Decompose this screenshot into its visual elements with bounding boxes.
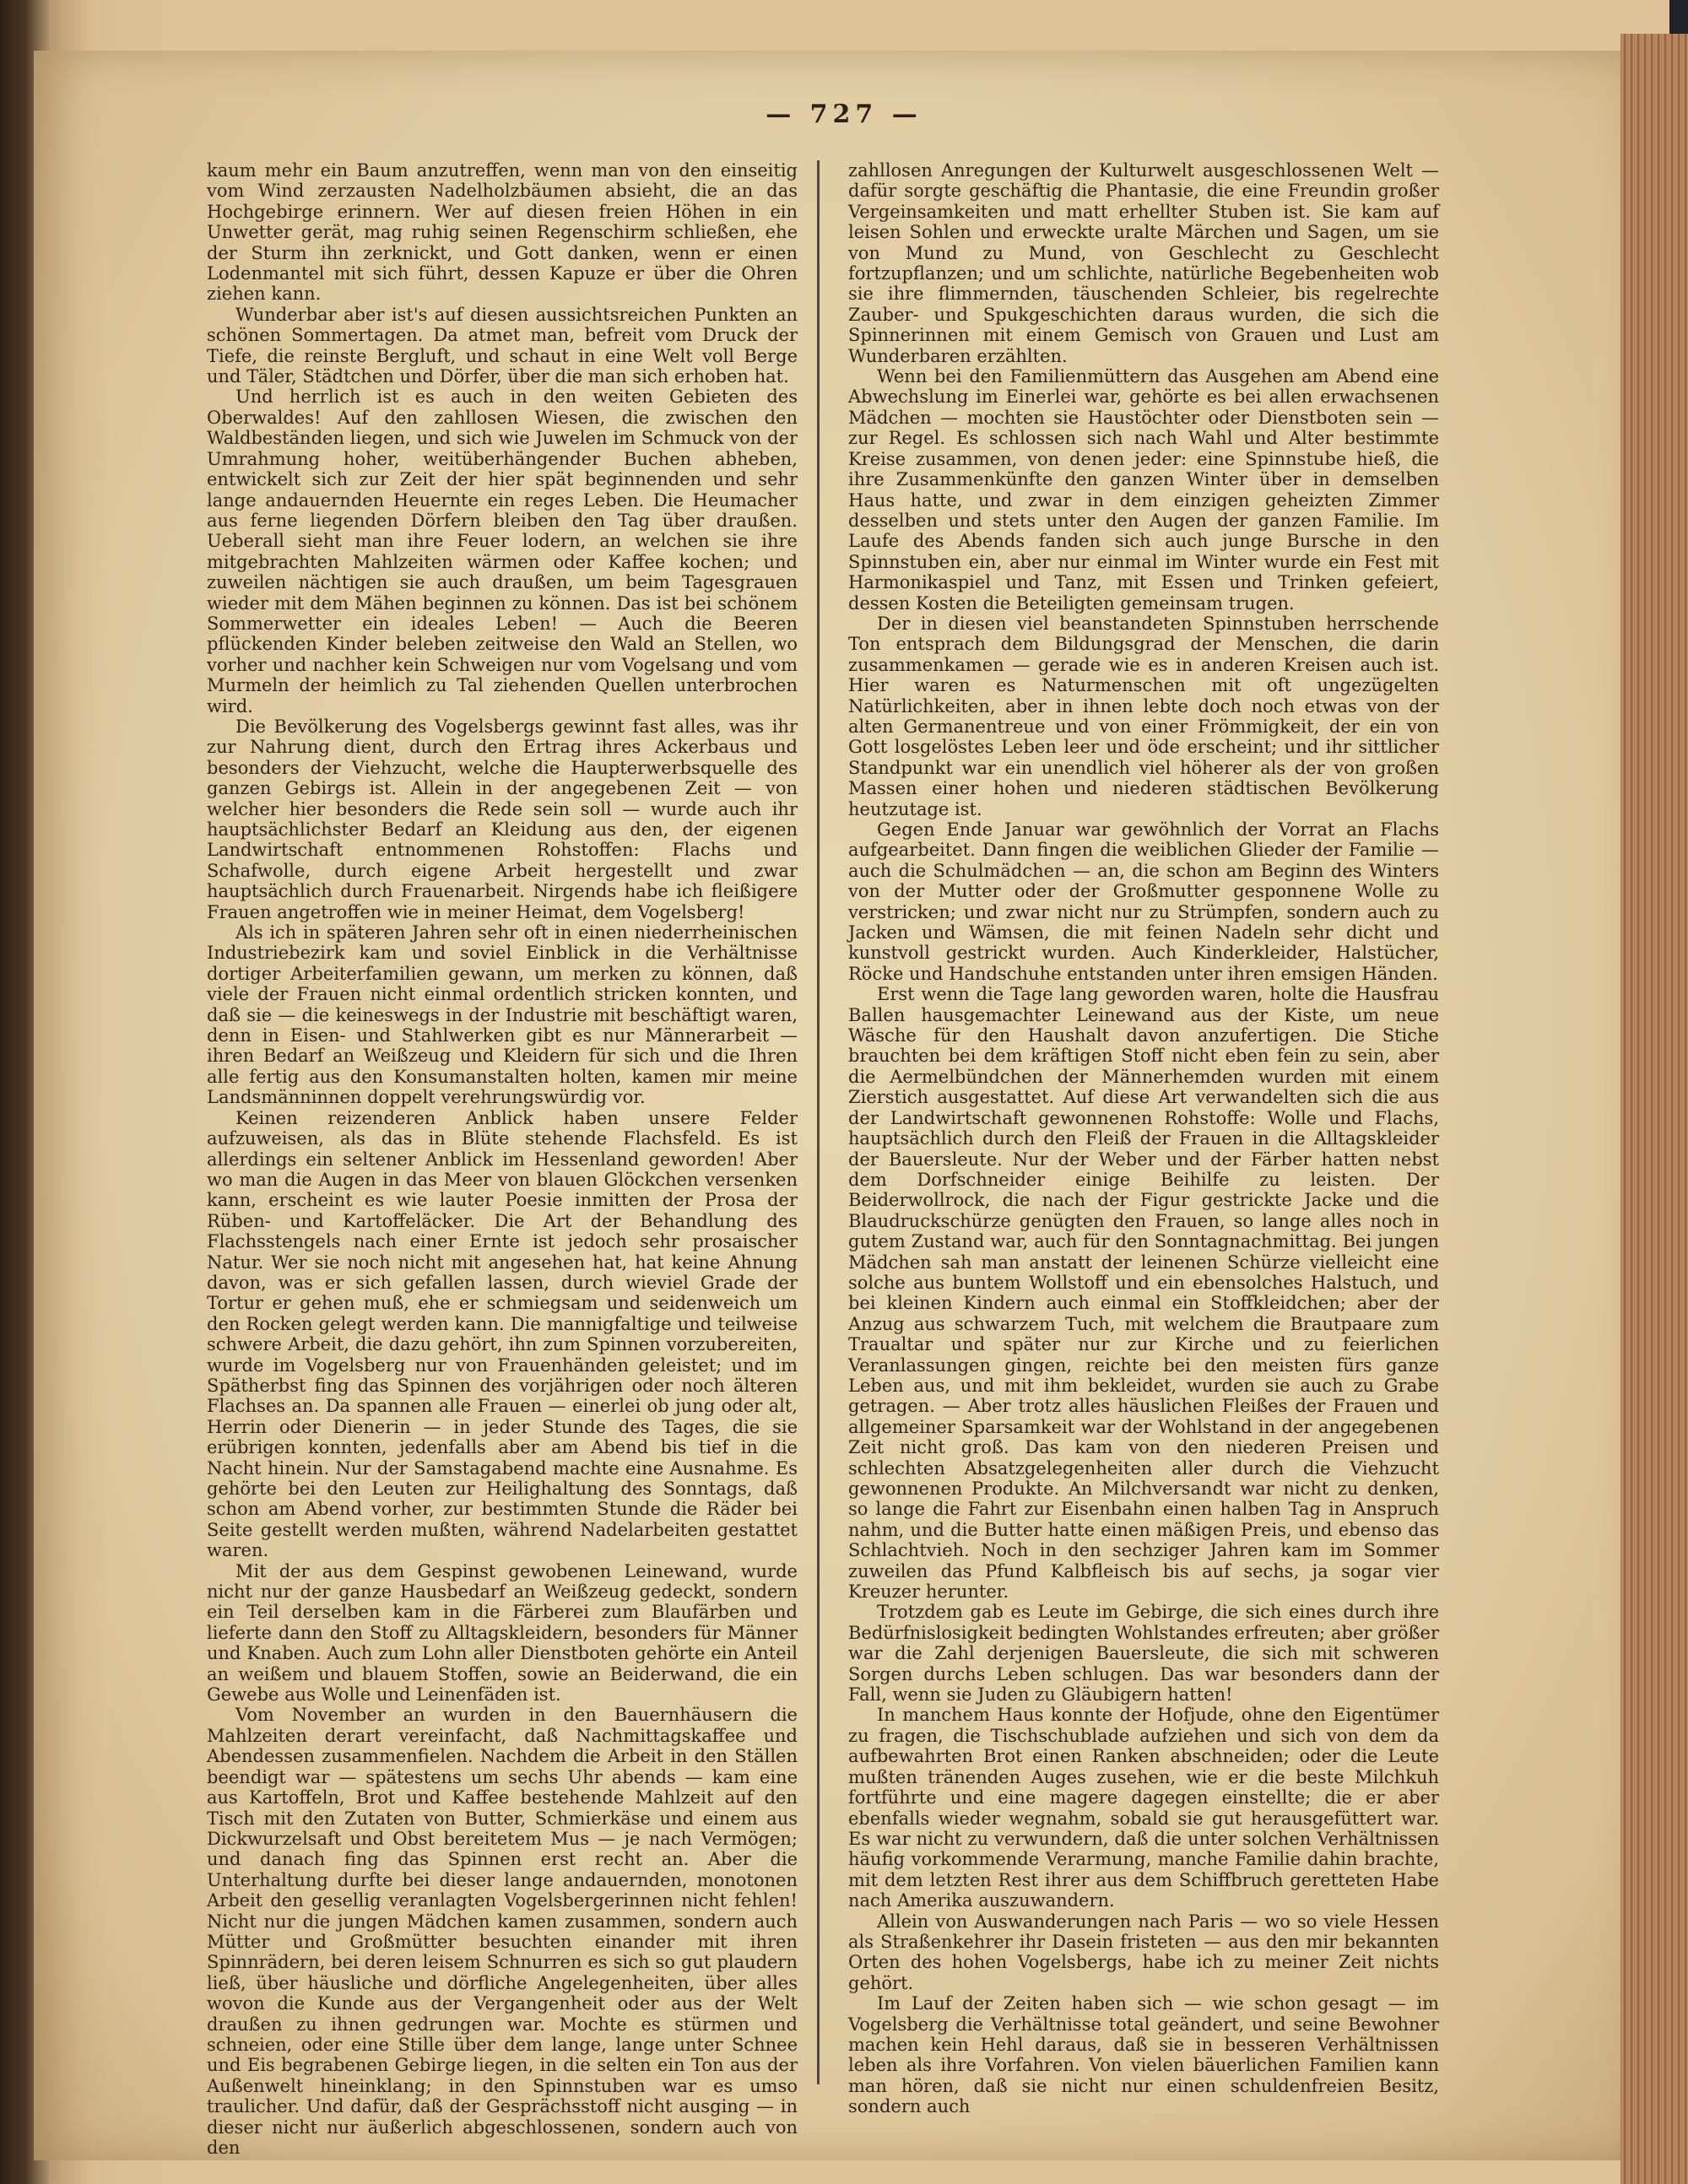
left-column <box>207 160 798 2158</box>
paragraph: Trotzdem gab es Leute im Gebirge, die sich eines durch ihre Bedürfnislosigkeit bedingten Wohlstandes erfreuten; aber größer war die Zahl derjenigen Bauersleute, die sich mit schweren Sorgen durchs Leben schlugen. Das war besonders dann der Fall, wenn sie Juden zu Gläubigern hatten! <box>848 1602 1439 1706</box>
paragraph: Keinen reizenderen Anblick haben unsere Felder aufzuweisen, als das in Blüte stehende Flachsfeld. Es ist allerdings ein seltener Anblick im Hessenland geworden! Aber wo man die Augen in das Meer von blauen Glöckchen versenken kann, erscheint es wie lauter Poesie inmitten der Prosa der Rüben- und Kartoffeläcker. Die Art der Behandlung des Flachsstengels nach einer Ernte ist jedoch sehr prosaischer Natur. Wer sie noch nicht mit angesehen hat, hat keine Ahnung davon, was er sich gefallen lassen, durch wieviel Grade der Tortur er gehen muß, ehe er schmiegsam und seidenweich um den Rocken gelegt werden kann. Die mannigfaltige und teilweise schwere Arbeit, die dazu gehört, ihn zum Spinnen vorzubereiten, wurde im Vogelsberg nur von Frauenhänden geleistet; und im Spätherbst fing das Spinnen des vorjährigen oder noch älteren Flachses an. Da spannen alle Frauen — einerlei ob jung oder alt, Herrin oder Dienerin — in jeder Stunde des Tages, die sie erübrigen konnten, jedenfalls aber am Abend bis tief in die Nacht hinein. Nur der Samstagabend machte eine Ausnahme. Es gehörte bei den Leuten zur Heilighaltung des Sonntags, daß schon am Abend vorher, zur bestimmten Stunde die Räder bei Seite gestellt werden mußten, während Nadelarbeiten gestattet waren. <box>207 1107 798 1561</box>
paragraph: In manchem Haus konnte der Hofjude, ohne den Eigentümer zu fragen, die Tischschublade aufziehen und sich von dem da aufbewahrten Brot einen Ranken abschneiden; oder die Leute mußten tränenden Auges zusehen, wie er die beste Milchkuh fortführte und eine magere dagegen einstellte; die er aber ebenfalls wieder wegnahm, sobald sie gut herausgefüttert war. Es war nicht zu verwundern, daß die unter solchen Verhältnissen häufig vorkommende Verarmung, manche Familie dahin brachte, mit dem letzten Rest ihrer aus dem Schiffbruch geretteten Habe nach Amerika auszuwandern. <box>848 1705 1439 1911</box>
paragraph: Wunderbar aber ist's auf diesen aussichtsreichen Punkten an schönen Sommertagen. Da atmet man, befreit vom Druck der Tiefe, die reinste Bergluft, und schaut in eine Welt voll Berge und Täler, Städtchen und Dörfer, über die man sich erhoben hat. <box>207 304 798 387</box>
paragraph: Vom November an wurden in den Bauernhäusern die Mahlzeiten derart vereinfacht, daß Nachmittagskaffee und Abendessen zusammenfielen. Nachdem die Arbeit in den Ställen beendigt war — spätestens um sechs Uhr abends — kam eine aus Kartoffeln, Brot und Kaffee bestehende Mahlzeit auf den Tisch mit den Zutaten von Butter, Schmierkäse und einem aus Dickwurzelsaft und Obst bereitetem Mus — je nach Vermögen; und danach fing das Spinnen erst recht an. Aber die Unterhaltung durfte bei dieser lange andauernden, monotonen Arbeit den gesellig veranlagten Vogelsbergerinnen nicht fehlen! Nicht nur die jungen Mädchen kamen zusammen, sondern auch Mütter und Großmütter besuchten einander mit ihren Spinnrädern, bei deren leisem Schnurren es sich so gut plaudern ließ, über häusliche und dörfliche Angelegenheiten, über alles wovon die Kunde aus der Vergangenheit oder aus der Welt draußen zu ihnen gedrungen war. Mochte es stürmen und schneien, oder eine Stille über dem lange, lange unter Schnee und Eis begrabenen Gebirge liegen, in die selten ein Ton aus der Außenwelt hineinklang; in den Spinnstuben war es umso traulicher. Und dafür, daß der Gesprächsstoff nicht ausging — in dieser nicht nur äußerlich abgeschlossenen, sondern auch von den <box>207 1705 798 2158</box>
paragraph: Gegen Ende Januar war gewöhnlich der Vorrat an Flachs aufgearbeitet. Dann fingen die weiblichen Glieder der Familie — auch die Schulmädchen — an, die schon am Beginn des Winters von der Mutter oder der Großmutter gesponnene Wolle zu verstricken; und zwar nicht nur zu Strümpfen, sondern auch zu Jacken und Wämsen, die mit feinen Nadeln sehr dicht und kunstvoll gestrickt wurden. Auch Kinderkleider, Halstücher, Röcke und Handschuhe entstanden unter ihren emsigen Händen. <box>848 819 1439 984</box>
column-divider <box>817 160 820 2084</box>
paragraph: Als ich in späteren Jahren sehr oft in einen niederrheinischen Industriebezirk kam und soviel Einblick in die Verhältnisse dortiger Arbeiterfamilien gewann, um merken zu können, daß viele der Frauen nicht einmal ordentlich stricken konnten, und daß sie — die keineswegs in der Industrie mit beschäftigt waren, denn in Eisen- und Stahlwerken gibt es nur Männerarbeit — ihren Bedarf an Weißzeug und Kleidern für sich und die Ihren alle fertig aus den Konsumanstalten holten, kamen mir meine Landsmänninnen doppelt verehrungswürdig vor. <box>207 922 798 1108</box>
paragraph: Und herrlich ist es auch in den weiten Gebieten des Oberwaldes! Auf den zahllosen Wiesen, die zwischen den Waldbeständen liegen, und sich wie Juwelen im Schmuck von der Umrahmung hoher, weitüberhängender Buchen abheben, entwickelt sich zur Zeit der hier spät beginnenden und sehr lange andauernden Heuernte ein reges Leben. Die Heumacher aus ferne liegenden Dörfern bleiben den Tag über draußen. Ueberall sieht man ihre Feuer lodern, an welchen sie ihre mitgebrachten Mahlzeiten wärmen oder Kaffee kochen; und zuweilen nächtigen sie auch draußen, um beim Tagesgrauen wieder mit dem Mähen beginnen zu können. Das ist bei schönem Sommerwetter ein ideales Leben! — Auch die Beeren pflückenden Kinder beleben zeitweise den Wald an Stellen, wo vorher und nachher kein Schweigen nur vom Vogelsang und vom Murmeln der heimlich zu Tal ziehenden Quellen unterbrochen wird. <box>207 387 798 716</box>
page-number: — 727 — <box>766 100 922 129</box>
paragraph: Im Lauf der Zeiten haben sich — wie schon gesagt — im Vogelsberg die Verhältnisse total geändert, und seine Bewohner machen kein Hehl daraus, daß sie in besseren Verhältnissen leben als ihre Vorfahren. Von vielen bäuerlichen Familien kann man hören, daß sie nicht nur einen schuldenfreien Besitz, sondern auch <box>848 1993 1439 2117</box>
paragraph: Mit der aus dem Gespinst gewobenen Leinewand, wurde nicht nur der ganze Hausbedarf an Weißzeug gedeckt, sondern ein Teil derselben kam in die Färberei zum Blaufärben und lieferte dann den Stoff zu Alltagskleidern, besonders für Männer und Knaben. Auch zum Lohn aller Dienstboten gehörte ein Anteil an weißem und blauem Stoffen, sowie an Beiderwand, die ein Gewebe aus Wolle und Leinenfäden ist. <box>207 1560 798 1706</box>
paragraph: Wenn bei den Familienmüttern das Ausgehen am Abend eine Abwechslung im Einerlei war, gehörte es bei allen erwachsenen Mädchen — mochten sie Haustöchter oder Dienstboten sein — zur Regel. Es schlossen sich nach Wahl und Alter bestimmte Kreise zusammen, von denen jeder: eine Spinnstube hieß, die ihre Zusammenkünfte den ganzen Winter über in demselben Haus hatte, und zwar in dem einzigen geheizten Zimmer desselben und stets unter den Augen der ganzen Familie. Im Laufe des Abends fanden sich auch junge Bursche in den Spinnstuben ein, aber nur einmal im Winter wurde ein Fest mit Harmonikaspiel und Tanz, mit Essen und Trinken gefeiert, dessen Kosten die Beteiligten gemeinsam trugen. <box>848 366 1439 614</box>
paragraph: Allein von Auswanderungen nach Paris — wo so viele Hessen als Straßenkehrer ihr Dasein fristeten — aus den mir bekannten Orten des hohen Vogelsbergs, habe ich zu meiner Zeit nichts gehört. <box>848 1911 1439 1993</box>
right-column <box>848 160 1439 2117</box>
paragraph: Erst wenn die Tage lang geworden waren, holte die Hausfrau Ballen hausgemachter Leinewand aus der Kiste, um neue Wäsche für den Haushalt davon anzufertigen. Die Stiche brauchten bei dem kräftigen Stoff nicht eben fein zu sein, aber die Aermelbündchen der Männerhemden wurden mit einem Zierstich ausgestattet. Auf diese Art verwandelten sich die aus der Landwirtschaft gewonnenen Rohstoffe: Wolle und Flachs, hauptsächlich durch den Fleiß der Frauen in die Alltagskleider der Bauersleute. Nur der Weber und der Färber hatten nebst dem Dorfschneider einige Beihilfe zu leisten. Der Beiderwollrock, die nach der Figur gestrickte Jacke und die Blaudruckschürze genügten den Frauen, so lange alles noch in gutem Zustand war, auch für den Sonntagnachmittag. Bei jungen Mädchen sah man anstatt der leinenen Schürze vielleicht eine solche aus buntem Wollstoff und ein ebensolches Halstuch, und bei kleinen Kindern auch einmal ein Stoffkleidchen; aber der Anzug aus schwarzem Tuch, mit welchem die Brautpaare zum Traualtar und später nur zur Kirche und zu feierlichen Veranlassungen gingen, reichte bei den meisten fürs ganze Leben aus, und mit ihm bekleidet, wurden sie auch zu Grabe getragen. — Aber trotz alles häuslichen Fleißes der Frauen und allgemeiner Sparsamkeit war der Wohlstand in der angegebenen Zeit nicht groß. Das kam von den niederen Preisen und schlechten Absatzgelegenheiten aller durch die Viehzucht gewonnenen Produkte. An Milchversandt war nicht zu denken, so lange die Fahrt zur Eisenbahn einen halben Tag in Anspruch nahm, und die Butter hatte einen mäßigen Preis, und ebenso das Schlachtvieh. Noch in den sechziger Jahren kam im Sommer zuweilen das Pfund Kalbfleisch bis auf sechs, ja sogar vier Kreuzer herunter. <box>848 984 1439 1603</box>
paragraph: Der in diesen viel beanstandeten Spinnstuben herrschende Ton entsprach dem Bildungsgrad der Menschen, die darin zusammenkamen — gerade wie es in anderen Kreisen auch ist. Hier waren es Naturmenschen mit oft ungezügelten Natürlichkeiten, aber in ihnen lebte doch noch etwas von der alten Germanentreue und von einer Frömmigkeit, der ein von Gott losgelöstes Leben leer und öde erscheint; und ihr sittlicher Standpunkt war ein unendlich viel höherer als der von großen Massen einer hohen und niederen städtischen Bevölkerung heutzutage ist. <box>848 613 1439 819</box>
paragraph: kaum mehr ein Baum anzutreffen, wenn man von den einseitig vom Wind zerzausten Nadelholzbäumen absieht, die an das Hochgebirge erinnern. Wer auf diesen freien Höhen in ein Unwetter gerät, mag ruhig seinen Regenschirm schließen, ehe der Sturm ihn zerknickt, und Gott danken, wenn er einen Lodenmantel mit sich führt, dessen Kapuze er über die Ohren ziehen kann. <box>207 160 798 305</box>
paragraph: Die Bevölkerung des Vogelsbergs gewinnt fast alles, was ihr zur Nahrung dient, durch den Ertrag ihres Ackerbaus und besonders der Viehzucht, welche die Haupterwerbsquelle des ganzen Gebirgs ist. Allein in der angegebenen Zeit — von welcher hier besonders die Rede sein soll — wurde auch ihr hauptsächlichster Bedarf an Kleidung aus den, der eigenen Landwirtschaft entnommenen Rohstoffen: Flachs und Schafwolle, durch eigene Arbeit hergestellt und zwar hauptsächlich durch Frauenarbeit. Nirgends habe ich fleißigere Frauen angetroffen wie in meiner Heimat, dem Vogelsberg! <box>207 716 798 922</box>
paragraph: zahllosen Anregungen der Kulturwelt ausgeschlossenen Welt — dafür sorgte geschäftig die Phantasie, die eine Freundin großer Vergeinsamkeiten und matt erhellter Stuben ist. Sie kam auf leisen Sohlen und erweckte uralte Märchen und Sagen, um sie von Mund zu Mund, von Geschlecht zu Geschlecht fortzupflanzen; und um schlichte, natürliche Begebenheiten wob sie ihre flimmernden, täuschenden Schleier, bis regelrechte Zauber- und Spukgeschichten daraus wurden, die sich die Spinnerinnen mit einem Gemisch von Grauen und Lust am Wunderbaren erzählten. <box>848 160 1439 366</box>
page-edges <box>1620 34 1688 2184</box>
